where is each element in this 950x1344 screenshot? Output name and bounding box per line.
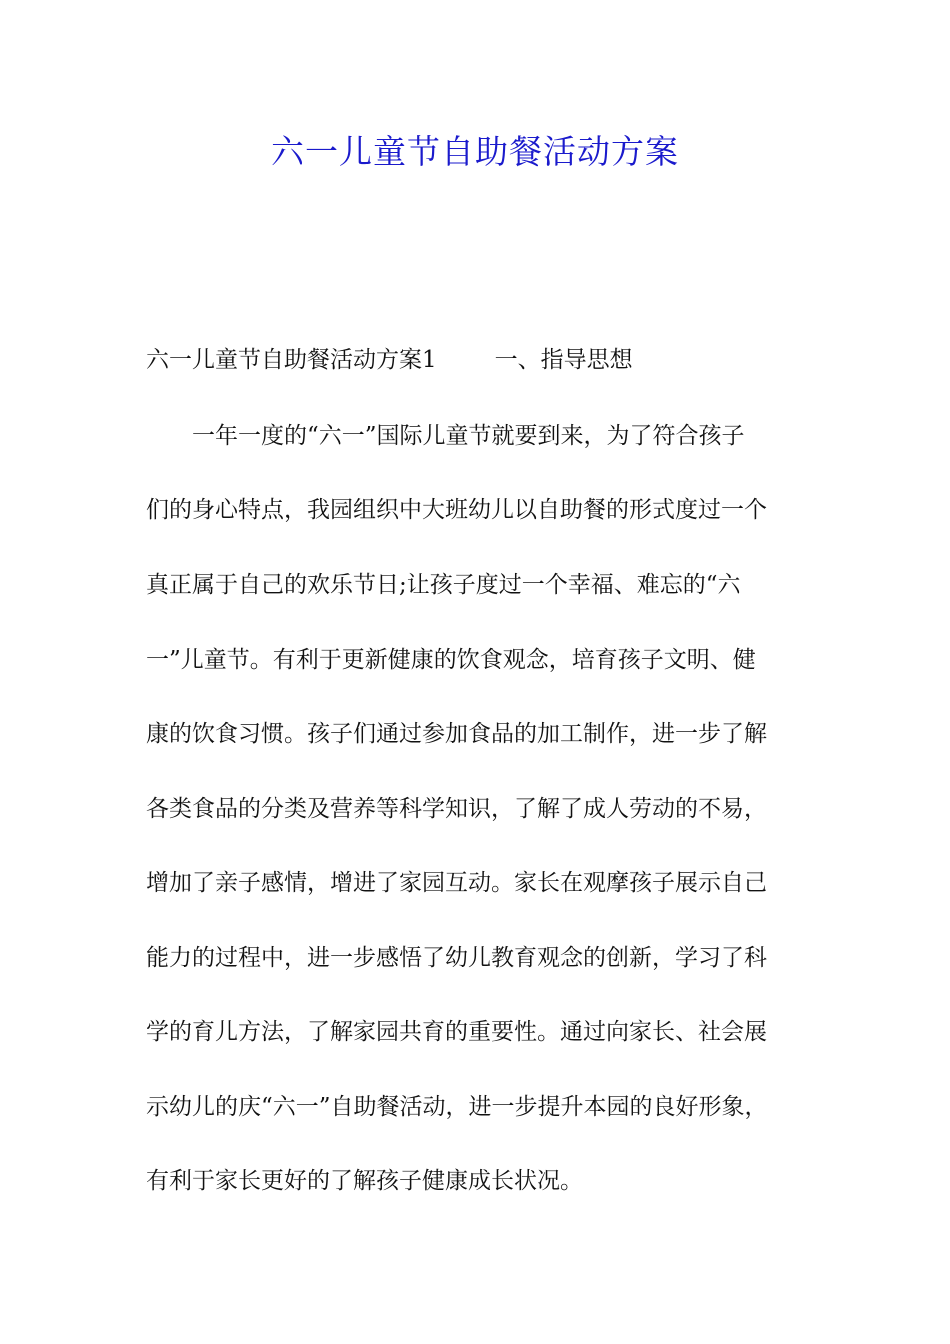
paragraph-line: 各类食品的分类及营养等科学知识，了解了成人劳动的不易， — [146, 796, 767, 822]
paragraph-line: 一”儿童节。有利于更新健康的饮食观念，培育孩子文明、健 — [146, 647, 756, 673]
paragraph-line: 学的育儿方法，了解家园共育的重要性。通过向家长、社会展 — [146, 1019, 767, 1045]
plan-subtitle: 六一儿童节自助餐活动方案1 — [146, 347, 437, 373]
paragraph-line: 一年一度的“六一”国际儿童节就要到来，为了符合孩子 — [192, 423, 745, 449]
document-title: 六一儿童节自助餐活动方案 — [271, 132, 679, 171]
paragraph-line: 们的身心特点，我园组织中大班幼儿以自助餐的形式度过一个 — [146, 497, 767, 523]
paragraph-line: 能力的过程中，进一步感悟了幼儿教育观念的创新，学习了科 — [146, 945, 767, 971]
section-heading: 一、指导思想 — [494, 347, 633, 373]
paragraph-line: 康的饮食习惯。孩子们通过参加食品的加工制作，进一步了解 — [146, 721, 767, 747]
paragraph-line: 有利于家长更好的了解孩子健康成长状况。 — [146, 1168, 583, 1194]
paragraph-line: 真正属于自己的欢乐节日;让孩子度过一个幸福、难忘的“六 — [146, 572, 741, 598]
section-heading-line — [146, 342, 633, 378]
paragraph-line: 示幼儿的庆“六一”自助餐活动，进一步提升本园的良好形象， — [146, 1094, 768, 1120]
paragraph-line: 增加了亲子感情，增进了家园互动。家长在观摩孩子展示自己 — [146, 870, 767, 896]
